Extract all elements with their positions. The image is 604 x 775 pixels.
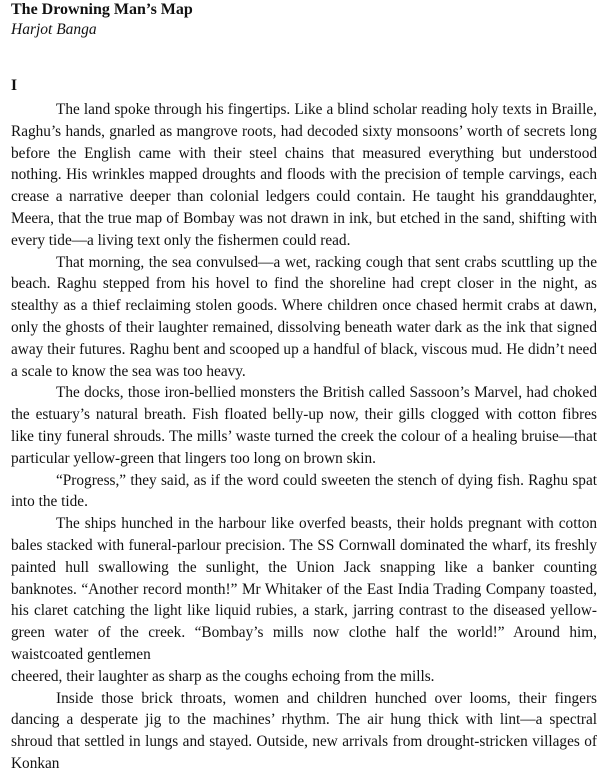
section-number: I	[11, 77, 18, 94]
story-author: Harjot Banga	[11, 21, 97, 38]
paragraph: That morning, the sea convulsed—a wet, racking cough that sent crabs scuttling up the beach. Raghu stepped from his hovel to find the shoreline had crept closer in the night, as stealthy as a thief reclaiming stolen goods. Where children once chased hermit crabs at dawn, only the ghosts of their laughter remained, dissolving beneath water dark as the ink that signed away their futures. Raghu bent and scooped up a handful of black, viscous mud. He didn’t need a scale to know the sea was too heavy.	[11, 253, 597, 380]
story-body	[11, 99, 597, 775]
story-title: The Drowning Man’s Map	[11, 1, 193, 18]
paragraph: Inside those brick throats, women and children hunched over looms, their fingers dancing a desperate jig to the machines’ rhythm. The air hung thick with lint—a spectral shroud that settled in lungs and stayed. Outside, new arrivals from drought-stricken villages of Konkan	[11, 689, 597, 772]
paragraph: “Progress,” they said, as if the word could sweeten the stench of dying fish. Raghu spat into the tide.	[11, 471, 597, 511]
paragraph: The ships hunched in the harbour like overfed beasts, their holds pregnant with cotton bales stacked with funeral-parlour precision. The SS Cornwall dominated the wharf, its freshly painted hull swallowing the sunlight, the Union Jack snapping like a banker counting banknotes. “Another record month!” Mr Whitaker of the East India Trading Company toasted, his claret catching the light like liquid rubies, a stark, jarring contrast to the diseased yellow-green water of the creek. “Bombay’s mills now clothe half the world!” Around him, waistcoated gentlemen	[11, 515, 597, 663]
paragraph: The docks, those iron-bellied monsters the British called Sassoon’s Marvel, had choked the estuary’s natural breath. Fish floated belly-up now, their gills clogged with cotton fibres like tiny funeral shrouds. The mills’ waste turned the creek the colour of a healing bruise—that particular yellow-green that lingers too long on brown skin.	[11, 384, 597, 467]
paragraph: The land spoke through his fingertips. Like a blind scholar reading holy texts in Braille, Raghu’s hands, gnarled as mangrove roots, had decoded sixty monsoons’ worth of secrets long before the English came with their steel chains that measured everything but understood nothing. His wrinkles mapped droughts and floods with the precision of temple carvings, each crease a narrative deeper than colonial ledgers could contain. He taught his granddaughter, Meera, that the true map of Bombay was not drawn in ink, but etched in the sand, shifting with every tide—a living text only the fishermen could read.	[11, 101, 597, 249]
paragraph-continuation: cheered, their laughter as sharp as the coughs echoing from the mills.	[11, 667, 435, 685]
